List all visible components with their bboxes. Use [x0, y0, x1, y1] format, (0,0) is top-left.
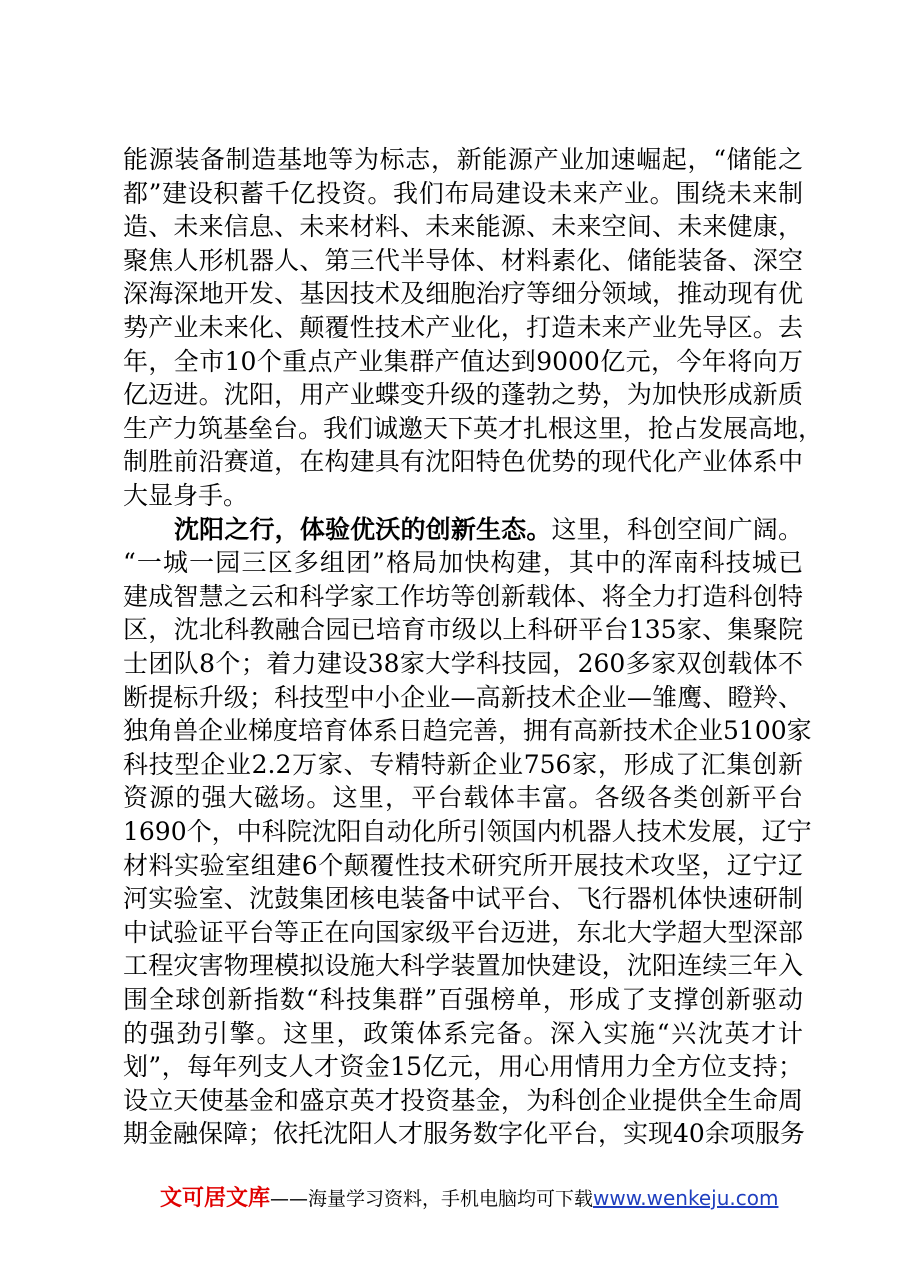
text-line: 1690个，中科院沈阳自动化所引领国内机器人技术发展，辽宁 [123, 817, 812, 846]
text-line: 制胜前沿赛道，在构建具有沈阳特色优势的现代化产业体系中 [123, 447, 803, 476]
paragraph-text: 这里，科创空间广阔。 [551, 515, 803, 544]
text-line: 亿迈进。沈阳，用产业蝶变升级的蓬勃之势，为加快形成新质 [123, 380, 803, 409]
text-line: 独角兽企业梯度培育体系日趋完善，拥有高新技术企业5100家 [123, 716, 812, 745]
text-line: 区，沈北科教融合园已培育市级以上科研平台135家、集聚院 [123, 615, 803, 644]
paragraph-first-line [174, 512, 803, 548]
paragraph-heading: 沈阳之行，体验优沃的创新生态。 [174, 515, 552, 544]
text-line: “一城一园三区多组团”格局加快构建，其中的浑南科技城已 [123, 548, 803, 577]
text-line: 生产力筑基垒台。我们诚邀天下英才扎根这里，抢占发展高地， [123, 414, 824, 443]
website-link[interactable]: www.wenkeju.com [593, 1186, 779, 1210]
footer-slogan: ——海量学习资料，手机电脑均可下载 [270, 1188, 594, 1210]
text-line: 聚焦人形机器人、第三代半导体、材料素化、储能装备、深空 [123, 246, 803, 275]
text-line: 河实验室、沈鼓集团核电装备中试平台、飞行器机体快速研制 [123, 884, 803, 913]
text-line: 设立天使基金和盛京英才投资基金，为科创企业提供全生命周 [123, 1086, 803, 1115]
text-line: 材料实验室组建6个颠覆性技术研究所开展技术攻坚，辽宁辽 [123, 851, 803, 880]
brand-logo-text: 文可居文库 [160, 1186, 271, 1211]
text-line: 的强劲引擎。这里，政策体系完备。深入实施“兴沈英才计 [123, 1019, 803, 1048]
text-line: 深海深地开发、基因技术及细胞治疗等细分领域，推动现有优 [123, 279, 803, 308]
page-footer [160, 1184, 778, 1212]
text-line: 中试验证平台等正在向国家级平台迈进，东北大学超大型深部 [123, 918, 803, 947]
text-line: 划”，每年列支人才资金15亿元，用心用情用力全方位支持； [123, 1052, 803, 1081]
text-line: 资源的强大磁场。这里，平台载体丰富。各级各类创新平台 [123, 783, 803, 812]
text-line: 大显身手。 [123, 481, 249, 510]
text-line: 建成智慧之云和科学家工作坊等创新载体、将全力打造科创特 [123, 582, 803, 611]
text-line: 工程灾害物理模拟设施大科学装置加快建设，沈阳连续三年入 [123, 951, 803, 980]
text-line: 势产业未来化、颠覆性技术产业化，打造未来产业先导区。去 [123, 313, 803, 342]
text-line: 科技型企业2.2万家、专精特新企业756家，形成了汇集创新 [123, 750, 803, 779]
text-line: 围全球创新指数“科技集群”百强榜单，形成了支撑创新驱动 [123, 985, 803, 1014]
text-line: 能源装备制造基地等为标志，新能源产业加速崛起，“储能之 [123, 145, 803, 174]
text-line: 士团队8个；着力建设38家大学科技园，260多家双创载体不 [123, 649, 803, 678]
text-line: 期金融保障；依托沈阳人才服务数字化平台，实现40余项服务 [123, 1119, 805, 1148]
text-line: 断提标升级；科技型中小企业—高新技术企业—雏鹰、瞪羚、 [123, 683, 803, 712]
text-line: 年，全市10个重点产业集群产值达到9000亿元，今年将向万 [123, 347, 803, 376]
text-line: 都”建设积蓄千亿投资。我们布局建设未来产业。围绕未来制 [123, 179, 803, 208]
text-line: 造、未来信息、未来材料、未来能源、未来空间、未来健康， [123, 212, 803, 241]
